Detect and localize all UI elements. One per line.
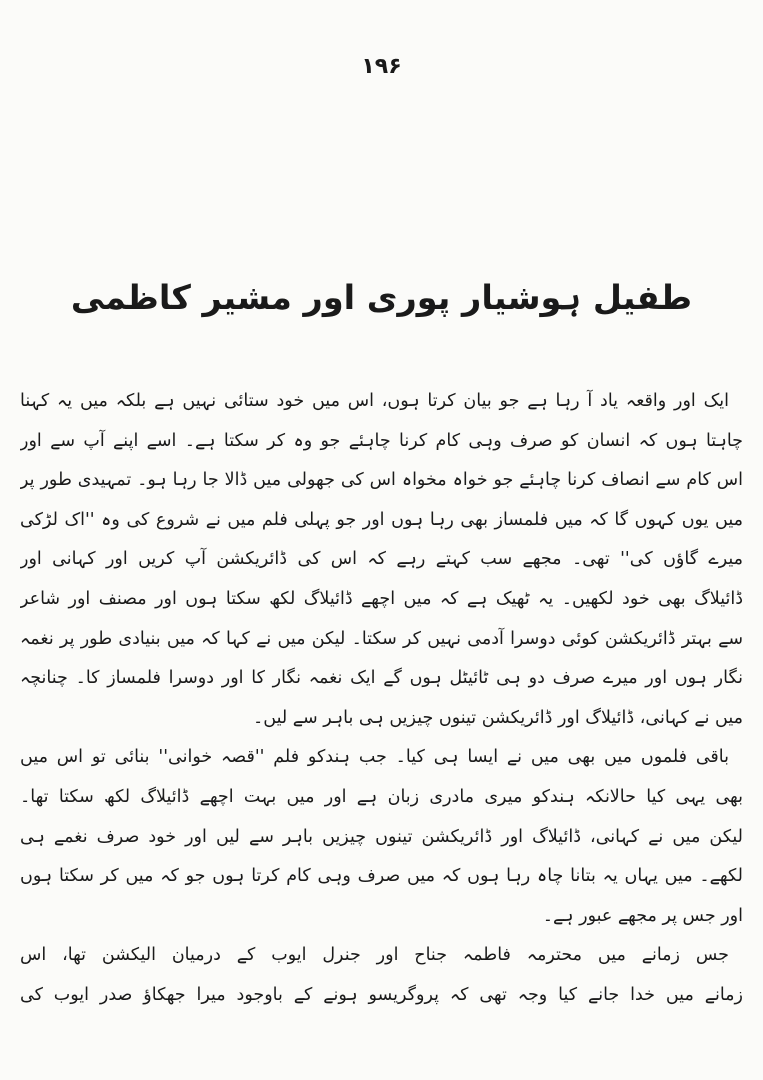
text-line: ایک اور واقعہ یاد آ رہا ہے جو بیان کرتا ہوں، اس میں خود ستائی نہیں ہے بلکہ میں یہ کہنا (20, 391, 729, 411)
text-line: نگار ہوں اور میرے صرف دو ہی ٹائیٹل ہوں گے ایک نغمہ نگار کا اور دوسرا فلمساز کا۔ چنانچہ (20, 668, 743, 689)
text-line: میں نے کہانی، ڈائیلاگ اور ڈائریکشن تینوں چیزیں ہی باہر سے لیں۔ (253, 707, 743, 728)
text-line: لکھے۔ میں یہاں یہ بتانا چاہ رہا ہوں کہ میں صرف وہی کام کرتا ہوں جو کہ میں کر سکتا ہوں (20, 866, 743, 887)
page-number: ۱۹۶ (361, 54, 402, 79)
text-line: سے بہتر ڈائریکشن کوئی دوسرا آدمی نہیں کر سکتا۔ لیکن میں نے کہا کہ میں بنیادی طور پر نغمہ (20, 628, 743, 649)
text-line: ڈائیلاگ بھی خود لکھیں۔ یہ ٹھیک ہے کہ میں اچھے ڈائیلاگ لکھ سکتا ہوں اور مصنف اور شاعر (20, 588, 743, 609)
text-line: میرے گاؤں کی'' تھی۔ مجھے سب کہتے رہے کہ اس کی ڈائریکشن آپ کریں اور کہانی اور (20, 549, 743, 570)
text-line: بھی یہی کیا حالانکہ ہندکو میری مادری زبان ہے اور میں بہت اچھے ڈائیلاگ لکھ سکتا تھا۔ (20, 786, 743, 807)
text-line: جس زمانے میں محترمہ فاطمہ جناح اور جنرل ایوب کے درمیان الیکشن تھا، اس (20, 945, 729, 966)
text-line: زمانے میں خدا جانے کیا وجہ تھی کہ پروگریسو ہونے کے باوجود میرا جھکاؤ صدر ایوب کی (20, 984, 743, 1005)
text-line: باقی فلموں میں بھی میں نے ایسا ہی کیا۔ جب ہندکو فلم ''قصہ خوانی'' بنائی تو اس میں (20, 747, 729, 768)
chapter-title: طفیل ہوشیار پوری اور مشیر کاظمی (70, 278, 693, 317)
body-text (20, 382, 743, 1016)
text-line: لیکن میں نے کہانی، ڈائیلاگ اور ڈائریکشن تینوں چیزیں باہر سے لیں اور خود صرف نغمے ہی (20, 826, 743, 847)
text-line: اور جس پر مجھے عبور ہے۔ (542, 905, 743, 926)
text-line: میں یوں کہوں گا کہ میں فلمساز بھی رہا ہوں اور جو پہلی فلم میں نے شروع کی وہ ''اک لڑکی (20, 509, 743, 530)
text-line: چاہتا ہوں کہ انسان کو صرف وہی کام کرنا چاہئے جو وہ کر سکتا ہے۔ اسے اپنے آپ سے اور (20, 430, 743, 451)
text-line: اس کام سے انصاف کرنا چاہئے جو خواہ مخواہ اس کی جھولی میں ڈالا جا رہا ہو۔ تمہیدی طور پر (20, 470, 743, 491)
